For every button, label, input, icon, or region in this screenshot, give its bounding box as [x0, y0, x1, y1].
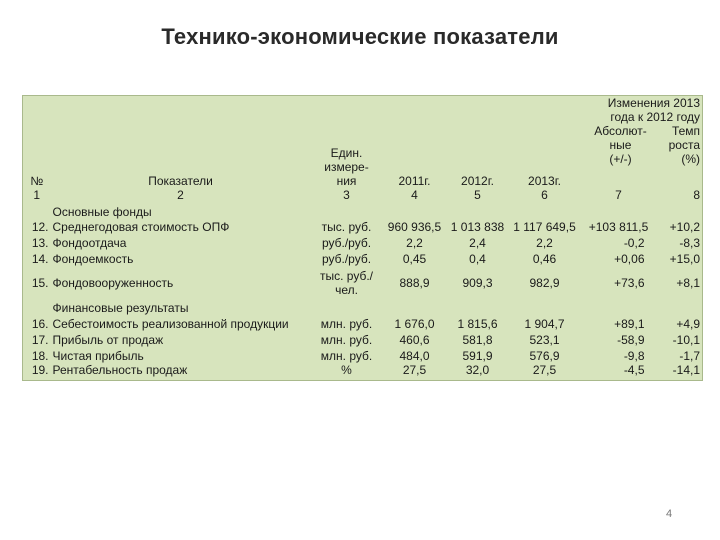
row-num: 13.: [31, 235, 49, 250]
row-abs: +73,6: [614, 275, 645, 290]
row-num: 12.: [31, 219, 49, 234]
row-name: Рентабельность продаж: [52, 362, 188, 377]
header-changes-line2: года к 2012 году: [610, 110, 701, 124]
section-row: [23, 202, 703, 219]
header-abs-line1: Абсолют-: [594, 124, 647, 138]
table-row: [23, 347, 703, 363]
row-unit-line1: тыс. руб./: [319, 268, 373, 283]
row-rate: +10,2: [669, 219, 701, 234]
header-unit: Един. измере-ния: [324, 145, 369, 188]
row-2013: 2,2: [536, 235, 553, 250]
row-abs: +0,06: [614, 251, 645, 266]
row-name: Среднегодовая стоимость ОПФ: [52, 219, 230, 234]
header-indicators: Показатели: [148, 173, 213, 188]
row-unit-line2: чел.: [335, 282, 358, 297]
header-changes: [581, 96, 703, 188]
colnum-1: 1: [33, 187, 41, 202]
header-num: №: [30, 173, 44, 188]
row-2012: 32,0: [465, 362, 490, 377]
row-name: Фондовооруженность: [52, 275, 174, 290]
row-unit: %: [341, 362, 352, 377]
row-unit: [311, 266, 383, 300]
row-2011: 888,9: [399, 275, 430, 290]
row-2012: 0,4: [469, 251, 486, 266]
row-2011: 0,45: [402, 251, 427, 266]
row-rate: +4,9: [676, 316, 701, 331]
row-abs: -58,9: [617, 332, 645, 347]
row-unit: руб./руб.: [321, 251, 372, 266]
row-unit: млн. руб.: [320, 348, 373, 363]
row-rate: +8,1: [676, 275, 701, 290]
row-name: Себестоимость реализованной продукции: [52, 316, 289, 331]
row-num: 18.: [31, 348, 49, 363]
row-abs: +103 811,5: [588, 219, 649, 234]
row-name: Фондоотдача: [52, 235, 127, 250]
table-header-row: [23, 96, 703, 188]
row-2013: 27,5: [532, 362, 557, 377]
section-financial: Финансовые результаты: [52, 300, 189, 315]
header-abs-line3: (+/-): [609, 152, 632, 166]
row-rate: -1,7: [679, 348, 701, 363]
row-rate: +15,0: [669, 251, 701, 266]
row-2011: 1 676,0: [394, 316, 435, 331]
row-num: 14.: [31, 251, 49, 266]
row-2012: 2,4: [469, 235, 486, 250]
header-2012: 2012г.: [461, 173, 494, 188]
colnum-3: 3: [343, 187, 350, 202]
header-abs-line2: ные: [609, 138, 632, 152]
row-num: 16.: [31, 316, 49, 331]
row-num: 15.: [31, 275, 49, 290]
row-abs: -4,5: [623, 362, 645, 377]
row-2011: 27,5: [402, 362, 427, 377]
row-2011: 2,2: [406, 235, 423, 250]
row-2013: 982,9: [529, 275, 560, 290]
row-2012: 909,3: [462, 275, 493, 290]
row-2013: 523,1: [529, 332, 560, 347]
row-2011: 484,0: [399, 348, 430, 363]
row-unit: млн. руб.: [320, 316, 373, 331]
colnum-7: 7: [615, 187, 622, 202]
row-abs: -9,8: [623, 348, 645, 363]
page-number: 4: [666, 508, 673, 520]
table-row: [23, 315, 703, 331]
table-row: [23, 266, 703, 300]
row-2012: 1 815,6: [457, 316, 498, 331]
row-name: Фондоемкость: [52, 251, 134, 266]
table-row: [23, 363, 703, 381]
row-unit: руб./руб.: [321, 235, 372, 250]
section-row: [23, 300, 703, 315]
table-row: [23, 331, 703, 347]
header-2011: 2011г.: [398, 173, 431, 188]
colnum-8: 8: [693, 187, 701, 202]
row-abs: +89,1: [614, 316, 645, 331]
section-fixed-assets: Основные фонды: [52, 204, 152, 219]
row-rate: -10,1: [672, 332, 701, 347]
row-2013: 1 904,7: [524, 316, 565, 331]
row-2012: 591,9: [462, 348, 493, 363]
table-row: [23, 219, 703, 234]
row-2011: 960 936,5: [387, 219, 442, 234]
row-2013: 576,9: [529, 348, 560, 363]
header-rate-line3: (%): [681, 152, 701, 166]
table-row: [23, 234, 703, 250]
row-2012: 581,8: [462, 332, 493, 347]
column-numbers-row: [23, 188, 703, 202]
row-2012: 1 013 838: [450, 219, 505, 234]
colnum-2: 2: [177, 187, 184, 202]
table-row: [23, 250, 703, 266]
row-2011: 460,6: [399, 332, 430, 347]
row-num: 19.: [31, 362, 49, 377]
row-unit: тыс. руб.: [321, 219, 372, 234]
header-rate-line2: роста: [668, 138, 701, 152]
row-rate: -8,3: [679, 235, 701, 250]
header-rate-line1: Темп: [671, 124, 701, 138]
row-name: Прибыль от продаж: [52, 332, 164, 347]
row-num: 17.: [31, 332, 49, 347]
row-name: Чистая прибыль: [52, 348, 144, 363]
header-2013: 2013г.: [528, 173, 561, 188]
row-abs: -0,2: [623, 235, 645, 250]
indicators-table: [22, 95, 703, 381]
header-changes-line1: Изменения 2013: [607, 96, 701, 110]
row-2013: 1 117 649,5: [513, 219, 576, 234]
colnum-4: 4: [411, 187, 418, 202]
row-unit: млн. руб.: [320, 332, 373, 347]
row-rate: -14,1: [672, 362, 701, 377]
colnum-5: 5: [474, 187, 481, 202]
page-title: Технико-экономические показатели: [161, 24, 559, 49]
row-2013: 0,46: [532, 251, 557, 266]
colnum-6: 6: [541, 187, 548, 202]
